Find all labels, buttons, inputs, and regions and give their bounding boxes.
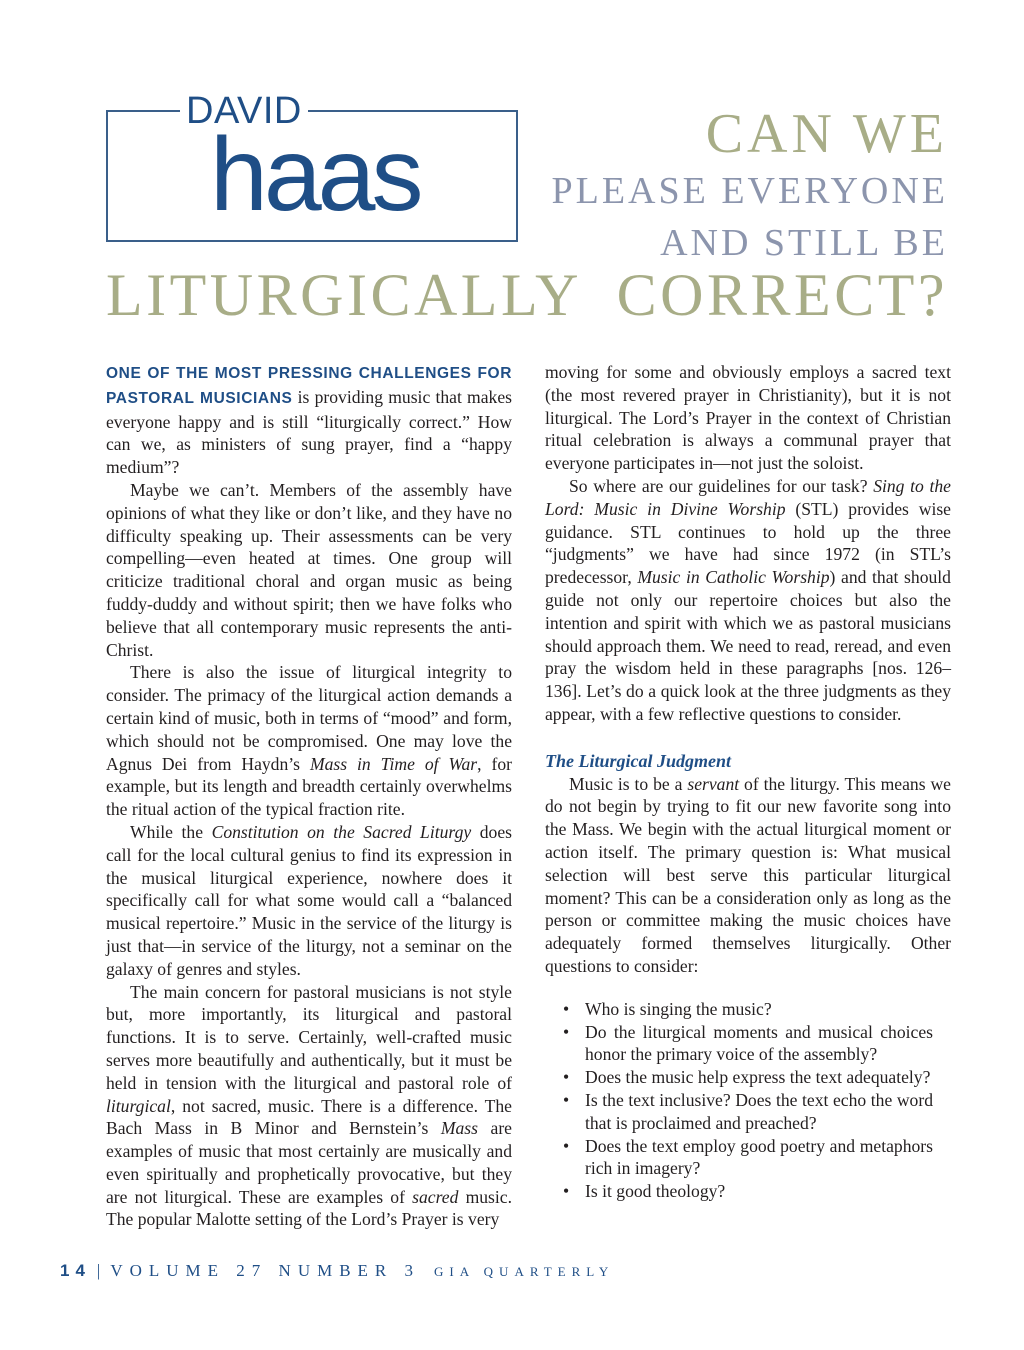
work-title: Mass in Time of War	[309, 753, 478, 774]
page-footer	[60, 1260, 614, 1283]
list-item-text: Does the text employ good poetry and metaphors rich in imagery?	[585, 1135, 933, 1179]
title-line-3: AND STILL BE	[660, 222, 948, 264]
paragraph	[106, 981, 512, 1232]
emphasis: liturgical	[106, 1095, 171, 1116]
paragraph-text: are examples of music that most certainly are musically and even spiritually and prophetically provocative, but they are not liturgical. These are examples of	[106, 1118, 512, 1207]
author-first-name: DAVID	[180, 91, 308, 131]
publication-name: GIA QUARTERLY	[434, 1264, 615, 1279]
paragraph-text: (STL) provides wise guidance. STL continues to hold up the three “judgments” we have had since 1972 (in STL’s predecessor,	[545, 498, 951, 588]
paragraph	[106, 661, 512, 821]
paragraph-text: music. The popular Malotte setting of the Lord’s Prayer is very	[106, 1186, 513, 1230]
bullet-icon: •	[563, 1067, 570, 1088]
bullet-icon: •	[563, 1181, 570, 1202]
author-last-name: haas	[210, 117, 420, 233]
list-item	[545, 1180, 951, 1203]
paragraph: moving for some and obviously employs a sacred text (the most revered prayer in Christianity), but it is not liturgical. The Lord’s Prayer in the context of Christian ritual celebration is always a communal prayer that everyone participates in—not just the soloist.	[545, 362, 951, 474]
paragraph-text: is providing music that makes everyone happy and is still “liturgically correct.” How can we, as ministers of sung prayer, find a “happy medium”?	[106, 386, 512, 478]
lead-in: ONE OF THE MOST PRESSING CHALLENGES FOR PASTORAL MUSICIANS	[106, 365, 512, 407]
title-line-4: LITURGICALLY CORRECT?	[106, 262, 948, 328]
paragraph-text: , not sacred, music. There is a difference. The Bach Mass in B Minor and Bernstein’s	[106, 1095, 512, 1139]
emphasis: servant	[687, 773, 740, 794]
title-line-1: CAN WE	[705, 103, 948, 165]
list-item	[545, 1021, 951, 1067]
bullet-icon: •	[563, 1089, 570, 1110]
volume-info: VOLUME 27 NUMBER 3	[110, 1261, 421, 1280]
list-item-text: Is the text inclusive? Does the text echo the word that is proclaimed and preached?	[585, 1089, 933, 1133]
work-title: Mass	[440, 1118, 478, 1139]
paragraph	[545, 475, 951, 726]
paragraph-text: Music is to be a	[569, 773, 688, 794]
list-item	[545, 1135, 951, 1181]
paragraph-text: of the liturgy. This means we do not begin by trying to fit our new favorite song into the Mass. We begin with the actual liturgical moment or action itself. The primary question is: What musical selection will best serve this particular liturgical moment? This can be a consideration only as long as the person or committee making the music choices have adequately formed themselves liturgically. Other questions to consider:	[545, 773, 951, 976]
bullet-icon: •	[563, 1021, 570, 1042]
paragraph-text: , for example, but its length and breadth certainly overwhelms the ritual action of the typical fraction rite.	[106, 753, 512, 820]
article-column-left	[106, 361, 512, 1231]
article-column-right	[545, 361, 951, 1203]
page-number: 14	[60, 1261, 91, 1280]
paragraph-text: So where are our guidelines for our task?	[569, 475, 874, 496]
bullet-icon: •	[563, 998, 570, 1019]
paragraph	[106, 361, 512, 479]
list-item-text: Do the liturgical moments and musical choices honor the primary voice of the assembly?	[585, 1021, 933, 1065]
work-title: Music in Catholic Worship	[637, 567, 830, 588]
list-item	[545, 1089, 951, 1135]
paragraph-text: There is also the issue of liturgical integrity to consider. The primacy of the liturgical action demands a certain kind of music, both in terms of “mood” and form, which should not be compromised. One may love the Agnus Dei from Haydn’s	[106, 662, 512, 774]
paragraph	[545, 773, 951, 978]
list-item-text: Who is singing the music?	[585, 998, 772, 1019]
paragraph-text: does call for the local cultural genius to find its expression in the musical liturgical experience, nowhere does it specifically call for what some would call a “balanced musical repertoire.” Music in the service of the liturgy is just that—in service of the liturgy, not a seminar on the galaxy of genres and styles.	[106, 821, 512, 979]
paragraph: Maybe we can’t. Members of the assembly have opinions of what they like or don’t like, and they have no difficulty speaking up. Their assessments can be very compelling—even heated at times. One group will criticize traditional choral and organ music as being fuddy-duddy and without spirit; then we have folks who believe that all contemporary music represents the anti-Christ.	[106, 479, 512, 660]
paragraph-text: ) and that should guide not only our repertoire choices but also the intention and spirit with which we as pastoral musicians should approach them. We need to read, reread, and even pray the wisdom held in these paragraphs [nos. 126–136]. Let’s do a quick look at the three judgments as they appear, with a few reflective questions to consider.	[545, 567, 951, 724]
paragraph-text: While the	[130, 821, 212, 842]
section-heading: The Liturgical Judgment	[545, 750, 732, 771]
emphasis: sacred	[412, 1186, 459, 1207]
list-item	[545, 1066, 951, 1089]
title-line-2: PLEASE EVERYONE	[551, 170, 948, 212]
work-title: Constitution on the Sacred Liturgy	[211, 821, 472, 842]
footer-separator: |	[96, 1261, 101, 1280]
list-item-text: Does the music help express the text adequately?	[585, 1067, 931, 1088]
bullet-icon: •	[563, 1135, 570, 1156]
paragraph	[106, 821, 512, 981]
paragraph-text: The main concern for pastoral musicians is not style but, more importantly, its liturgical and pastoral functions. It is to serve. Certainly, well-crafted music serves more beautifully and authentically, but it must be held in tension with the liturgical and pastoral role of	[106, 981, 512, 1093]
list-item-text: Is it good theology?	[585, 1181, 726, 1202]
work-title: Sing to the Lord: Music in Divine Worship	[545, 475, 951, 519]
question-list	[545, 998, 951, 1203]
list-item	[545, 998, 951, 1021]
